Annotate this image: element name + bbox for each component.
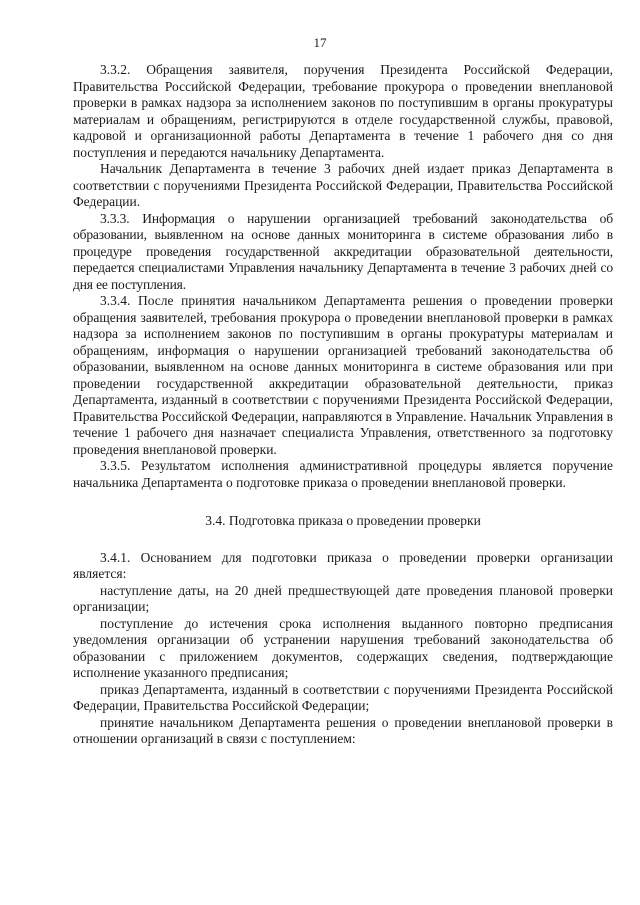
paragraph-3-3-2: 3.3.2. Обращения заявителя, поручения Президента Российской Федерации, Правительства Российской Федерации, требование прокурора о проведении внеплановой проверки в рамках надзора за исполнением законов по поступившим в органы прокуратуры материалам и обращениям, регистрируются в отделе государственной службы, правовой, кадровой и организационной работы Департамента в течение 1 рабочего дня со дня поступления и передаются начальнику Департамента. <box>73 62 613 160</box>
section-heading: 3.4. Подготовка приказа о проведении проверки <box>205 513 481 528</box>
paragraph-3-3-3: 3.3.3. Информация о нарушении организацией требований законодательства об образовании, выявленном на основе данных мониторинга в системе образования либо в процедуре проведения государственной аккредитации образовательной деятельности, передается специалистами Управления начальнику Департамента в течение 3 рабочих дней со дня ее поступления. <box>73 210 613 292</box>
list-item-department-order: приказ Департамента, изданный в соответствии с поручениями Президента Российской Федерации, Правительства Российской Федерации; <box>73 681 613 713</box>
paragraph-3-3-4: 3.3.4. После принятия начальником Департамента решения о проведении проверки обращения заявителей, требования прокурора о проведении внеплановой проверки в рамках надзора за исполнением законов по поступившим в органы прокуратуры материалам и обращениям, информация о нарушении организацией требований законодательства об образовании, выявленном на основе данных мониторинга в системе образования или при проведении государственной аккредитации образовательной деятельности, приказ Департамента, изданный в соответствии с поручениями Президента Российской Федерации, Правительства Российской Федерации, направляются в Управление. Начальник Управления в течение 1 рабочего дня назначает специалиста Управления, ответственного за подготовку проведения внеплановой проверки. <box>73 293 613 457</box>
document-body <box>73 62 613 748</box>
paragraph-order-issue: Начальник Департамента в течение 3 рабочих дней издает приказ Департамента в соответствии с поручениями Президента Российской Федерации, Правительства Российской Федерации. <box>73 161 613 209</box>
list-item-unscheduled-decision: принятие начальником Департамента решения о проведении внеплановой проверки в отношении организаций в связи с поступлением: <box>73 714 613 746</box>
list-item-planned-date: наступление даты, на 20 дней предшествующей дате проведения плановой проверки организации; <box>73 582 613 614</box>
page-number: 17 <box>313 35 327 50</box>
paragraph-3-3-5: 3.3.5. Результатом исполнения административной процедуры является поручение начальника Департамента о подготовке приказа о проведении внеплановой проверки. <box>73 458 613 490</box>
paragraph-3-4-1: 3.4.1. Основанием для подготовки приказа о проведении проверки организации является: <box>73 549 613 581</box>
list-item-notification: поступление до истечения срока исполнения выданного повторно предписания уведомления организации об устранении нарушения требований законодательства об образовании с приложением документов, содержащих сведения, подтверждающие исполнение указанного предписания; <box>73 615 613 680</box>
